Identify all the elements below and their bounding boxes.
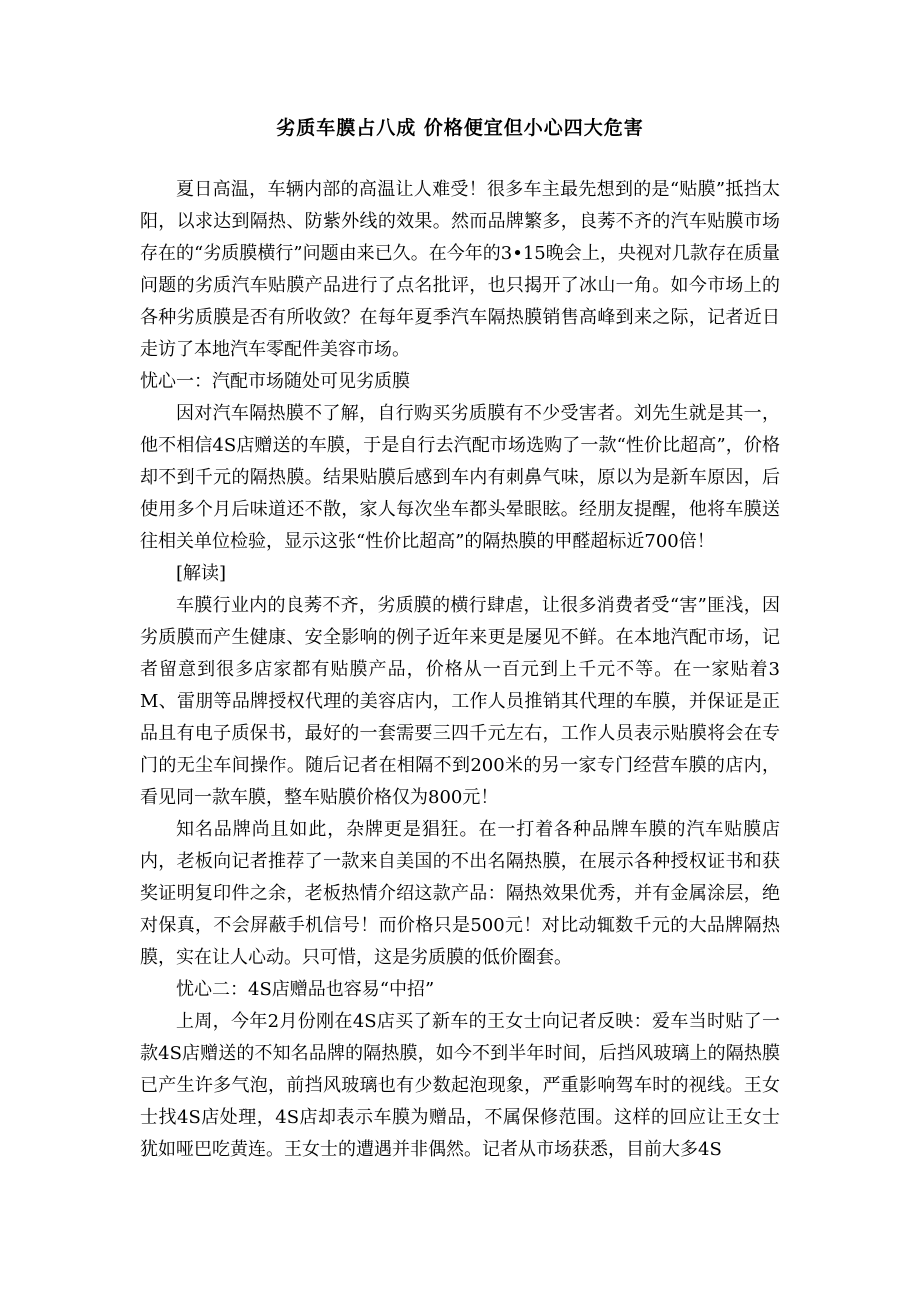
paragraph: 车膜行业内的良莠不齐，劣质膜的横行肆虐，让很多消费者受“害”匪浅，因劣质膜而产生健康、安全影响的例子近年来更是屡见不鲜。在本地汽配市场，记者留意到很多店家都有贴膜产品，价格从一百元到上千元不等。在一家贴着3M、雷朋等品牌授权代理的美容店内，工作人员推销其代理的车膜，并保证是正品且有电子质保书，最好的一套需要三四千元左右，工作人员表示贴膜将会在专门的无尘车间操作。随后记者在相隔不到200米的另一家专门经营车膜的店内，看见同一款车膜，整车贴膜价格仅为800元！ xyxy=(140,595,780,808)
section-heading: 忧心一：汽配市场随处可见劣质膜 xyxy=(140,371,410,392)
paragraph: 上周，今年2月份刚在4S店买了新车的王女士向记者反映：爱车当时贴了一款4S店赠送的不知名品牌的隔热膜，如今不到半年时间，后挡风玻璃上的隔热膜已产生许多气泡，前挡风玻璃也有少数起泡现象，严重影响驾车时的视线。王女士找4S店处理，4S店却表示车膜为赠品，不属保修范围。这样的回应让王女士犹如哑巴吃黄连。王女士的遭遇并非偶然。记者从市场获悉，目前大多4S xyxy=(140,1011,780,1160)
section-heading: 忧心二：4S店赠品也容易“中招” xyxy=(176,979,435,1000)
document-body xyxy=(140,174,780,1166)
paragraph: 夏日高温，车辆内部的高温让人难受！很多车主最先想到的是“贴膜”抵挡太阳，以求达到隔热、防紫外线的效果。然而品牌繁多，良莠不齐的汽车贴膜市场存在的“劣质膜横行”问题由来已久。在今年的3•15晚会上，央视对几款存在质量问题的劣质汽车贴膜产品进行了点名批评，也只揭开了冰山一角。如今市场上的各种劣质膜是否有所收敛？在每年夏季汽车隔热膜销售高峰到来之际，记者近日走访了本地汽车零配件美容市场。 xyxy=(140,179,780,360)
bracket-label: [解读] xyxy=(176,563,227,584)
document-title: 劣质车膜占八成 价格便宜但小心四大危害 xyxy=(276,117,644,139)
paragraph: 因对汽车隔热膜不了解，自行购买劣质膜有不少受害者。刘先生就是其一，他不相信4S店赠送的车膜，于是自行去汽配市场选购了一款“性价比超高”，价格却不到千元的隔热膜。结果贴膜后感到车内有刺鼻气味，原以为是新车原因，后使用多个月后味道还不散，家人每次坐车都头晕眼眩。经朋友提醒，他将车膜送往相关单位检验，显示这张“性价比超高”的隔热膜的甲醛超标近700倍！ xyxy=(140,403,780,552)
paragraph: 知名品牌尚且如此，杂牌更是猖狂。在一打着各种品牌车膜的汽车贴膜店内，老板向记者推荐了一款来自美国的不出名隔热膜，在展示各种授权证书和获奖证明复印件之余，老板热情介绍这款产品：隔热效果优秀，并有金属涂层，绝对保真，不会屏蔽手机信号！而价格只是500元！对比动辄数千元的大品牌隔热膜，实在让人心动。只可惜，这是劣质膜的低价圈套。 xyxy=(140,819,780,968)
